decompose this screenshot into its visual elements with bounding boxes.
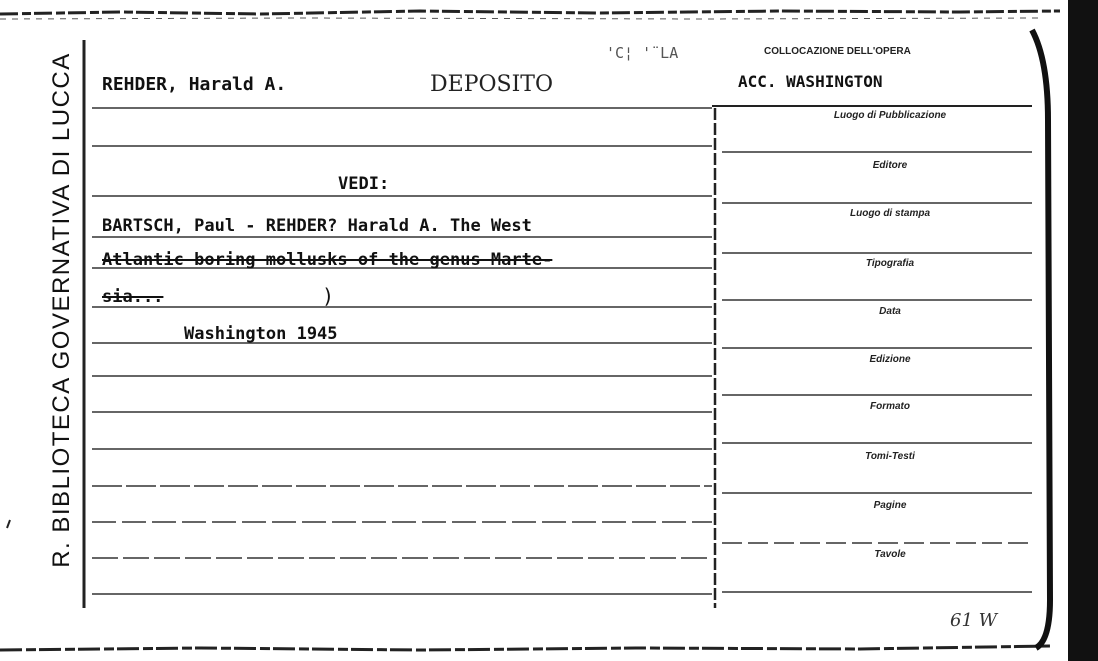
place-year: Washington 1945 (184, 324, 338, 344)
field-luogo-stampa: Luogo di stampa (850, 208, 930, 219)
field-luogo-pubblicazione: Luogo di Pubblicazione (833, 110, 947, 121)
reference-line-3: sia... (102, 287, 164, 307)
field-pagine: Pagine (873, 500, 907, 511)
library-name: R. BIBLIOTECA GOVERNATIVA DI LUCCA (48, 52, 75, 568)
reference-line-2: Atlantic boring mollusks of the genus Marte- (102, 250, 553, 270)
field-tomi-testi: Tomi-Testi (865, 451, 915, 462)
field-data: Data (879, 306, 901, 317)
reference-bracket: ) (322, 284, 335, 308)
collocation-value: ACC. WASHINGTON (738, 72, 883, 91)
stamp-deposito: DEPOSITO (430, 72, 554, 97)
field-editore: Editore (872, 160, 908, 171)
handwritten-mark: 61 W (950, 610, 998, 631)
collocation-label: COLLOCAZIONE DELL'OPERA (764, 46, 911, 57)
see-label: VEDI: (338, 174, 390, 194)
field-edizione: Edizione (869, 354, 911, 365)
stamp-partial: 'C¦ '¨LA (606, 44, 679, 62)
field-tavole: Tavole (874, 549, 906, 560)
field-tipografia: Tipografia (865, 258, 915, 269)
reference-line-1: BARTSCH, Paul - REHDER? Harald A. The West (102, 216, 532, 236)
author-heading: REHDER, Harald A. (102, 74, 287, 95)
field-formato: Formato (870, 401, 910, 412)
